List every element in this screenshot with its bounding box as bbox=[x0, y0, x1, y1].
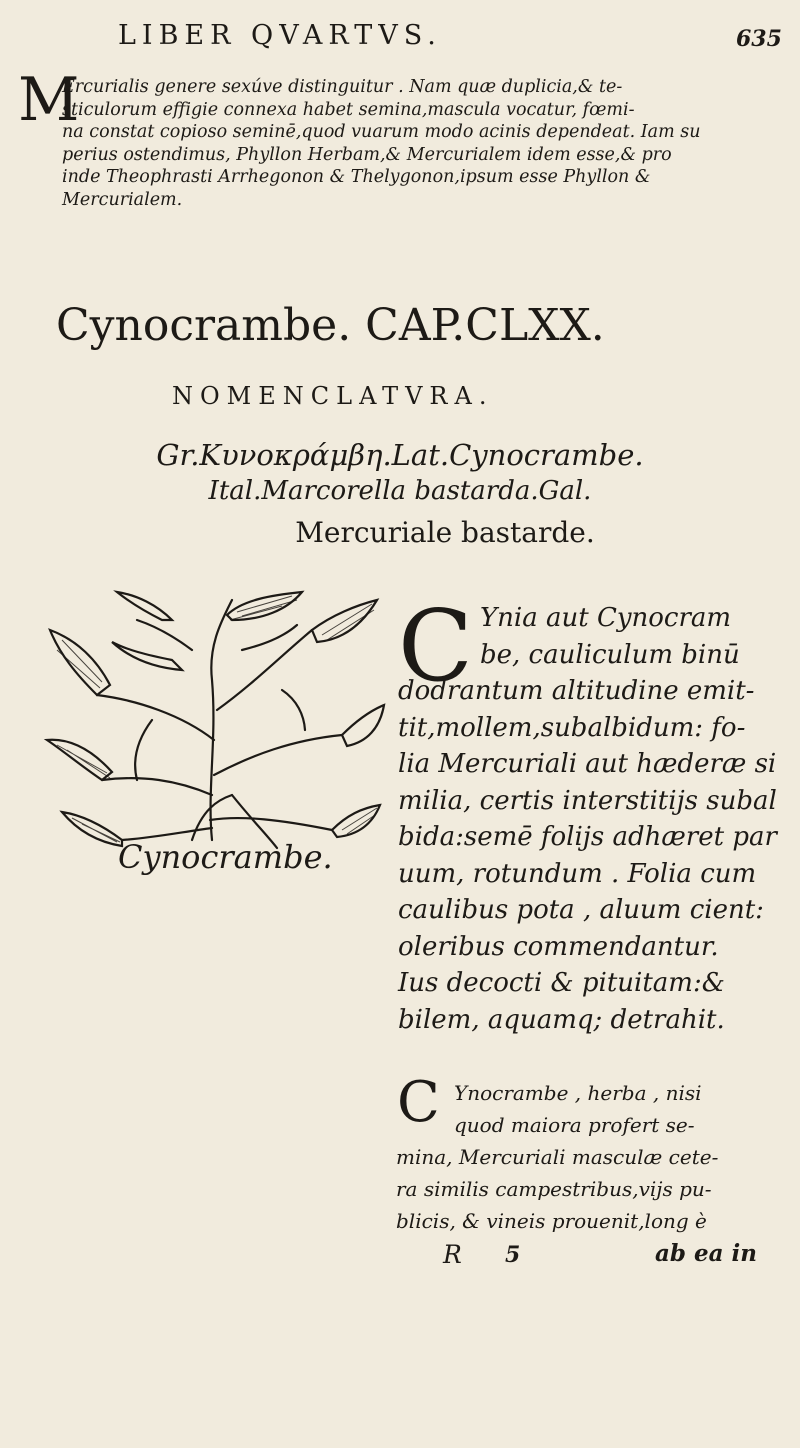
intro-line: sticulorum effigie connexa habet semina,mascula vocatur, fœmi- bbox=[62, 99, 635, 120]
commentary-line: blicis, & vineis prouenit,long è bbox=[396, 1209, 707, 1233]
description-initial: C bbox=[398, 590, 473, 704]
catchword: ab ea in bbox=[655, 1240, 757, 1267]
description-line: tit,mollem,subalbidum: fo- bbox=[398, 712, 746, 743]
commentary-line: Ynocrambe , herba , nisi bbox=[454, 1081, 702, 1105]
description-line: caulibus pota , aluum cient: bbox=[398, 895, 764, 925]
description-line: uum, rotundum . Folia cum bbox=[398, 858, 757, 889]
description-line: be, cauliculum binū bbox=[480, 639, 740, 670]
chapter-title: Cynocrambe. CAP.CLXX. bbox=[56, 300, 605, 351]
description-line: bilem, aquamq; detrahit. bbox=[398, 1004, 725, 1035]
description-line: oleribus commendantur. bbox=[398, 931, 719, 962]
commentary-line: mina, Mercuriali masculæ cete- bbox=[396, 1145, 719, 1169]
commentary-line: quod maiora profert se- bbox=[454, 1113, 695, 1137]
intro-line: Mercurialem. bbox=[62, 189, 183, 210]
intro-paragraph bbox=[62, 76, 767, 211]
intro-line: inde Theophrasti Arrhegonon & Thelygonon,ipsum esse Phyllon & bbox=[62, 167, 651, 187]
description-line: Ius decocti & pituitam:& bbox=[398, 968, 725, 998]
description-line: lia Mercuriali aut hæderæ si bbox=[398, 749, 777, 779]
intro-line: na constat copioso seminē,quod vuarum modo acinis dependeat. Iam su bbox=[62, 122, 701, 142]
running-head: LIBER QVARTVS. bbox=[118, 20, 442, 51]
intro-line: perius ostendimus, Phyllon Herbam,& Mercurialem idem esse,& pro bbox=[62, 144, 672, 165]
figure-caption: Cynocrambe. bbox=[118, 838, 333, 876]
cynocrambe-plant-icon bbox=[42, 590, 387, 850]
commentary-initial: C bbox=[397, 1070, 440, 1135]
description-line: milia, certis interstitijs subal bbox=[398, 785, 777, 816]
synonym-line-greek-latin: Gr.Κυνοκράμβη.Lat.Cynocrambe. bbox=[156, 438, 644, 472]
synonym-line-french: Mercuriale bastarde. bbox=[295, 516, 595, 549]
intro-initial: M bbox=[18, 65, 80, 135]
signature-number: 5 bbox=[505, 1242, 521, 1268]
description-line: bida:semē folijs adhæret par bbox=[398, 822, 777, 852]
description-paragraph bbox=[398, 590, 777, 1038]
page-number: 635 bbox=[736, 26, 782, 52]
description-line: Ynia aut Cynocram bbox=[480, 603, 732, 633]
description-line: dodrantum altitudine emit- bbox=[398, 676, 755, 706]
nomenclature-heading: NOMENCLATVRA. bbox=[172, 382, 494, 410]
synonym-line-italian: Ital.Marcorella bastarda.Gal. bbox=[208, 476, 592, 506]
commentary-line: ra similis campestribus,vijs pu- bbox=[396, 1177, 712, 1201]
commentary-paragraph bbox=[396, 1070, 726, 1237]
intro-line: Ercurialis genere sexúve distinguitur . Nam quæ duplicia,& te- bbox=[62, 77, 623, 97]
signature-mark: R bbox=[443, 1240, 462, 1269]
